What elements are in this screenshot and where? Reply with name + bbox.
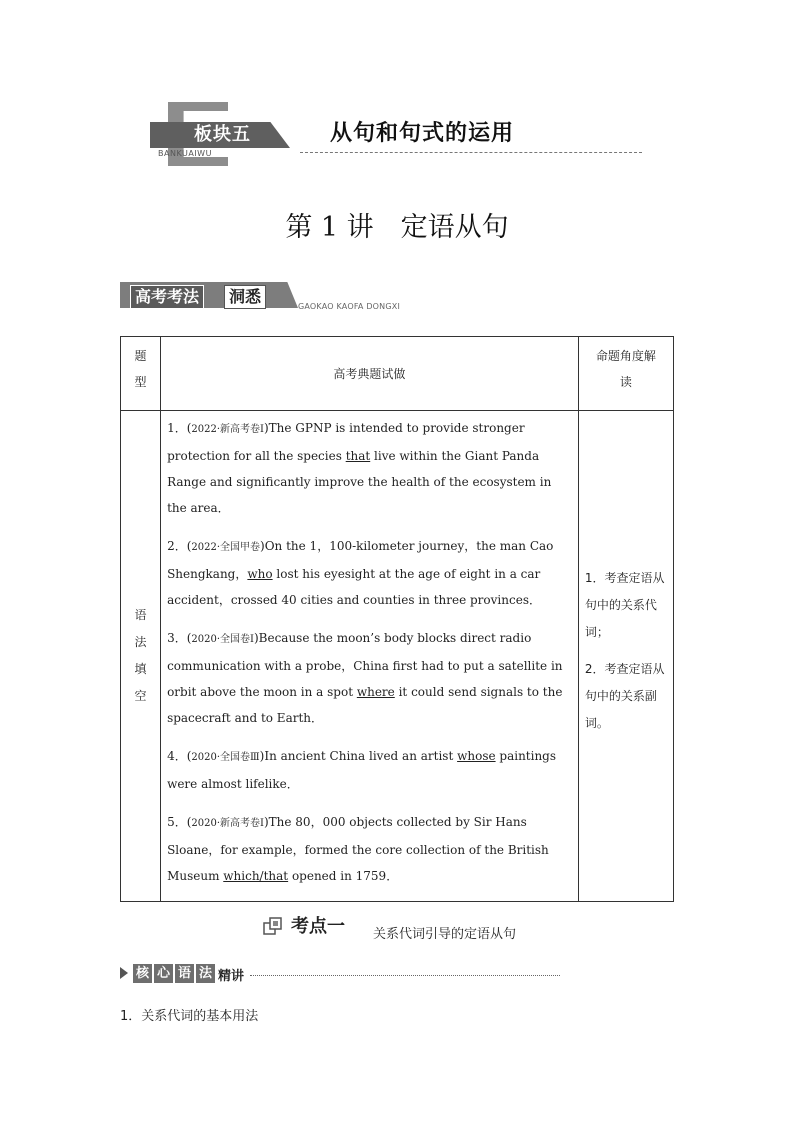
q-text: )Because the moon’s body blocks direct radio communication with a probe，China first had to put a satellite in orbit above the moon in a spot bbox=[167, 631, 563, 699]
q-text: it could send signals to the spacecraft and to Earth． bbox=[167, 685, 563, 725]
header-questions: 高考典题试做 bbox=[161, 337, 579, 411]
header-analysis-line2: 读 bbox=[619, 375, 632, 389]
q-text: )The GPNP is intended to provide stronger protection for all the species bbox=[167, 421, 525, 463]
q-source: 2022·新高考卷Ⅰ bbox=[191, 424, 264, 435]
header-type-line1: 题 bbox=[134, 349, 147, 363]
section-label-b: 洞悉 bbox=[224, 285, 266, 309]
question-type bbox=[121, 411, 161, 902]
q-source: 2020·全国卷Ⅰ bbox=[191, 634, 254, 645]
q-answer: whose bbox=[457, 749, 496, 763]
kaodian-title: 考点一 bbox=[291, 916, 345, 937]
type-char: 空 bbox=[134, 689, 147, 703]
q-num: 5．( bbox=[167, 815, 192, 829]
core-grammar-heading bbox=[120, 962, 450, 986]
core-box: 核 bbox=[133, 964, 152, 983]
kaodian-heading bbox=[263, 910, 563, 946]
section-pinyin: GAOKAO KAOFA DONGXI bbox=[298, 302, 401, 311]
core-box: 心 bbox=[154, 964, 173, 983]
core-tail: 精讲 bbox=[218, 969, 245, 984]
analysis-cell bbox=[578, 411, 673, 902]
question-item bbox=[167, 809, 574, 889]
header-type bbox=[121, 337, 161, 411]
q-num: 3．( bbox=[167, 631, 192, 645]
banner-divider bbox=[300, 152, 642, 153]
type-char: 填 bbox=[134, 662, 147, 676]
dotted-divider bbox=[250, 975, 560, 976]
question-item bbox=[167, 415, 574, 521]
exam-table bbox=[120, 336, 674, 902]
block-title: 从句和句式的运用 bbox=[330, 121, 515, 146]
question-item bbox=[167, 533, 574, 613]
header-banner bbox=[150, 100, 650, 180]
block-pinyin: BANKUAIWU bbox=[158, 149, 212, 158]
core-box: 法 bbox=[196, 964, 215, 983]
q-text: )In ancient China lived an artist bbox=[259, 749, 458, 763]
q-source: 2020·新高考卷Ⅰ bbox=[191, 818, 264, 829]
q-num: 1．( bbox=[167, 421, 192, 435]
table-header-row bbox=[121, 337, 674, 411]
q-source: 2022·全国甲卷 bbox=[191, 542, 261, 553]
core-box: 语 bbox=[175, 964, 194, 983]
q-text: paintings were almost lifelike． bbox=[167, 749, 557, 791]
header-analysis bbox=[578, 337, 673, 411]
triangle-right-icon bbox=[120, 967, 128, 979]
q-answer: who bbox=[247, 567, 273, 581]
q-text: )On the 1，100-kilometer journey，the man Cao Shengkang， bbox=[167, 539, 554, 581]
q-answer: that bbox=[345, 449, 371, 463]
analysis-point: 1．考查定语从句中的关系代词； bbox=[584, 571, 665, 639]
type-char: 语 bbox=[134, 608, 147, 622]
type-char: 法 bbox=[134, 635, 147, 649]
block-label: 板块五 bbox=[194, 124, 251, 145]
section-label-a: 高考考法 bbox=[130, 285, 204, 309]
section-tag bbox=[120, 280, 420, 310]
header-analysis-line1: 命题角度解 bbox=[595, 349, 656, 363]
q-text: lost his eyesight at the age of eight in a car accident，crossed 40 cities and counties in three provinces． bbox=[167, 567, 541, 607]
point-heading: 1．关系代词的基本用法 bbox=[120, 1009, 259, 1024]
q-text: )The 80，000 objects collected by Sir Hans Sloane，for example，formed the core collection of the British Museum bbox=[167, 815, 549, 883]
question-item bbox=[167, 625, 574, 731]
q-num: 2．( bbox=[167, 539, 192, 553]
lecture-title: 第 1 讲 定语从句 bbox=[285, 212, 509, 243]
question-item bbox=[167, 743, 574, 797]
analysis-point: 2．考查定语从句中的关系副词。 bbox=[584, 662, 665, 730]
header-type-line2: 型 bbox=[134, 375, 147, 389]
q-num: 4．( bbox=[167, 749, 192, 763]
q-text: live within the Giant Panda Range and significantly improve the health of the ecosystem in the area． bbox=[167, 449, 552, 515]
q-answer: where bbox=[356, 685, 395, 699]
q-text: opened in 1759． bbox=[288, 869, 399, 883]
square-icon bbox=[263, 916, 283, 936]
q-answer: which/that bbox=[223, 869, 289, 883]
q-source: 2020·全国卷Ⅲ bbox=[191, 752, 260, 763]
questions-cell bbox=[161, 411, 579, 902]
kaodian-subtitle: 关系代词引导的定语从句 bbox=[373, 927, 517, 942]
table-body-row bbox=[121, 411, 674, 902]
